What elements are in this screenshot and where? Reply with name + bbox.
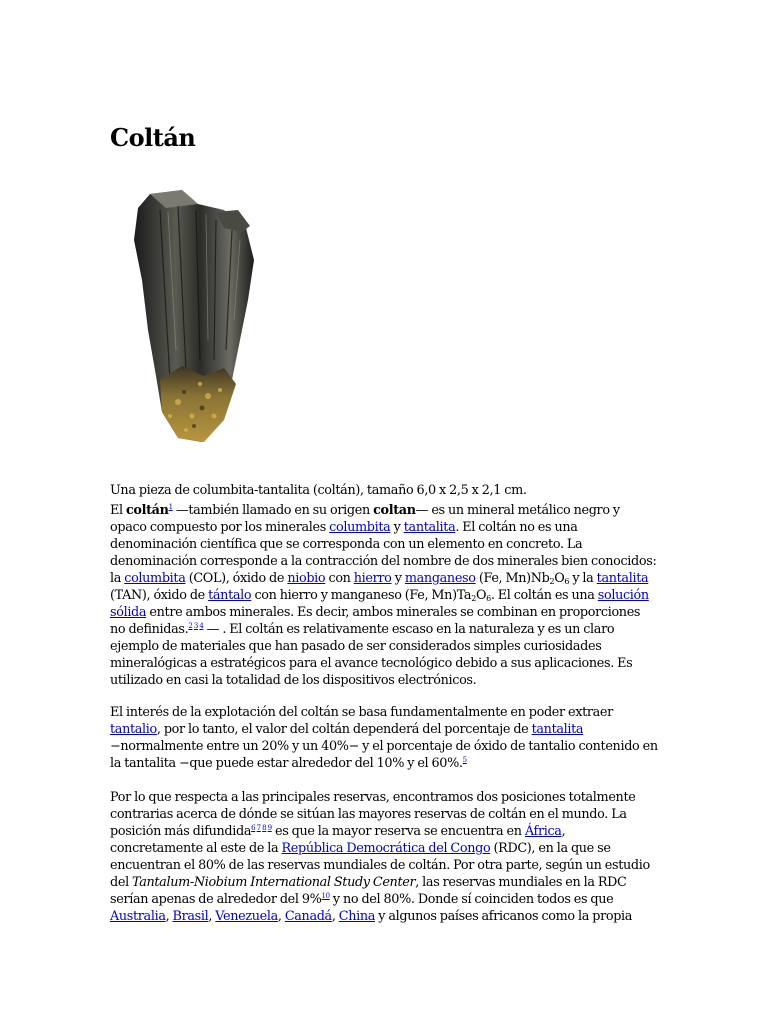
reference-link[interactable]: 7 xyxy=(256,824,261,832)
paragraph-reserves xyxy=(110,789,658,925)
term-coltan: coltan xyxy=(373,503,416,518)
text: O xyxy=(475,588,487,603)
link-australia[interactable]: Australia xyxy=(110,909,166,924)
text: es que la mayor reserva se encuentra en xyxy=(271,824,525,839)
text: . El coltán no es una denominación científica que se corresponda con un elemento en concreto. La denominación corresponde a la contracción del nombre de dos minerales bien conocidos: la xyxy=(110,520,657,586)
link-hierro[interactable]: hierro xyxy=(353,571,392,586)
link-venezuela[interactable]: Venezuela xyxy=(215,909,278,924)
link-tantalo[interactable]: tántalo xyxy=(208,588,252,603)
reference-link[interactable]: 5 xyxy=(462,756,467,764)
reference-link[interactable]: 4 xyxy=(199,622,204,630)
link-tantalita[interactable]: tantalita xyxy=(596,571,649,586)
text: , xyxy=(331,909,339,924)
text: y no del 80%. Donde sí coinciden todos es que xyxy=(329,892,614,907)
text: y la xyxy=(569,571,597,586)
text: — es un mineral metálico negro y opaco compuesto por los minerales xyxy=(110,503,620,535)
text: , concretamente al este de la xyxy=(110,824,566,856)
text: El xyxy=(110,503,126,518)
text: −normalmente entre un 20% y un 40%− y el porcentaje de óxido de tantalio contenido en la tantalita −que puede estar alrededor del 10% y el 60%. xyxy=(110,739,658,771)
subscript: 6 xyxy=(486,594,491,603)
reference-link[interactable]: 3 xyxy=(193,622,198,630)
study-center-name: Tantalum-Niobium International Study Center xyxy=(132,875,416,890)
subscript: 6 xyxy=(564,577,570,586)
subscript: 2 xyxy=(549,577,555,586)
text: , por lo tanto, el valor del coltán dependerá del porcentaje de xyxy=(156,722,532,737)
link-republica-democratica-del-congo[interactable]: República Democrática del Congo xyxy=(281,841,491,856)
reference-link[interactable]: 6 xyxy=(251,824,256,832)
reference-link[interactable]: 10 xyxy=(321,892,330,900)
text: entre ambos minerales. Es decir, ambos minerales se combinan en proporciones no definidas. xyxy=(110,605,641,637)
link-columbita[interactable]: columbita xyxy=(124,571,186,586)
reference-link[interactable]: 8 xyxy=(262,824,267,832)
paragraph-intro xyxy=(110,502,658,689)
text: (RDC), en la que se encuentran el 80% de las reservas mundiales de coltán. Por otra parte, según un estudio del xyxy=(110,841,650,890)
text: — . El coltán es relativamente escaso en la naturaleza y es un claro ejemplo de materiales que han pasado de ser considerados simples curiosidades mineralógicas a estratégicos para el avance tecnológico debido a sus aplicaciones. Es utilizado en casi la totalidad de los dispositivos electrónicos. xyxy=(110,622,633,688)
term-coltan: coltán xyxy=(125,503,169,518)
text: . El coltán es una xyxy=(490,588,598,603)
text: con hierro y manganeso (Fe, Mn)Ta xyxy=(251,588,472,603)
page-title: Coltán xyxy=(110,123,196,152)
link-solucion-solida[interactable]: solución sólida xyxy=(110,588,649,620)
link-china[interactable]: China xyxy=(338,909,376,924)
reference-link[interactable]: 9 xyxy=(267,824,272,832)
link-tantalita[interactable]: tantalita xyxy=(403,520,456,535)
subscript: 2 xyxy=(471,594,476,603)
link-columbita[interactable]: columbita xyxy=(329,520,391,535)
link-africa[interactable]: África xyxy=(524,824,562,839)
text: con xyxy=(325,571,354,586)
text: (TAN), óxido de xyxy=(110,588,209,603)
coltan-mineral-image xyxy=(120,180,285,450)
text: , xyxy=(277,909,285,924)
link-tantalita[interactable]: tantalita xyxy=(531,722,584,737)
text: y xyxy=(391,571,405,586)
text: O xyxy=(554,571,565,586)
reference-link[interactable]: 2 xyxy=(188,622,193,630)
image-caption: Una pieza de columbita-tantalita (coltán), tamaño 6,0 x 2,5 x 2,1 cm. xyxy=(110,482,527,498)
link-tantalio[interactable]: tantalio xyxy=(110,722,157,737)
link-canada[interactable]: Canadá xyxy=(284,909,332,924)
text: y xyxy=(390,520,404,535)
text: —también llamado en su origen xyxy=(172,503,374,518)
text: , xyxy=(208,909,216,924)
text: (COL), óxido de xyxy=(185,571,288,586)
text: , xyxy=(165,909,173,924)
text: El interés de la explotación del coltán se basa fundamentalmente en poder extraer xyxy=(110,705,613,720)
reference-link[interactable]: 1 xyxy=(168,503,173,511)
paragraph-interest xyxy=(110,704,658,772)
link-manganeso[interactable]: manganeso xyxy=(404,571,476,586)
text: y algunos países africanos como la propia xyxy=(375,909,633,924)
link-niobio[interactable]: niobio xyxy=(287,571,326,586)
text: , las reservas mundiales en la RDC serían apenas de alrededor del 9% xyxy=(110,875,627,907)
text: Por lo que respecta a las principales reservas, encontramos dos posiciones totalmente contrarias acerca de dónde se sitúan las mayores reservas de coltán en el mundo. La posición más difundida xyxy=(110,790,636,839)
link-brasil[interactable]: Brasil xyxy=(172,909,209,924)
text: (Fe, Mn)Nb xyxy=(475,571,550,586)
